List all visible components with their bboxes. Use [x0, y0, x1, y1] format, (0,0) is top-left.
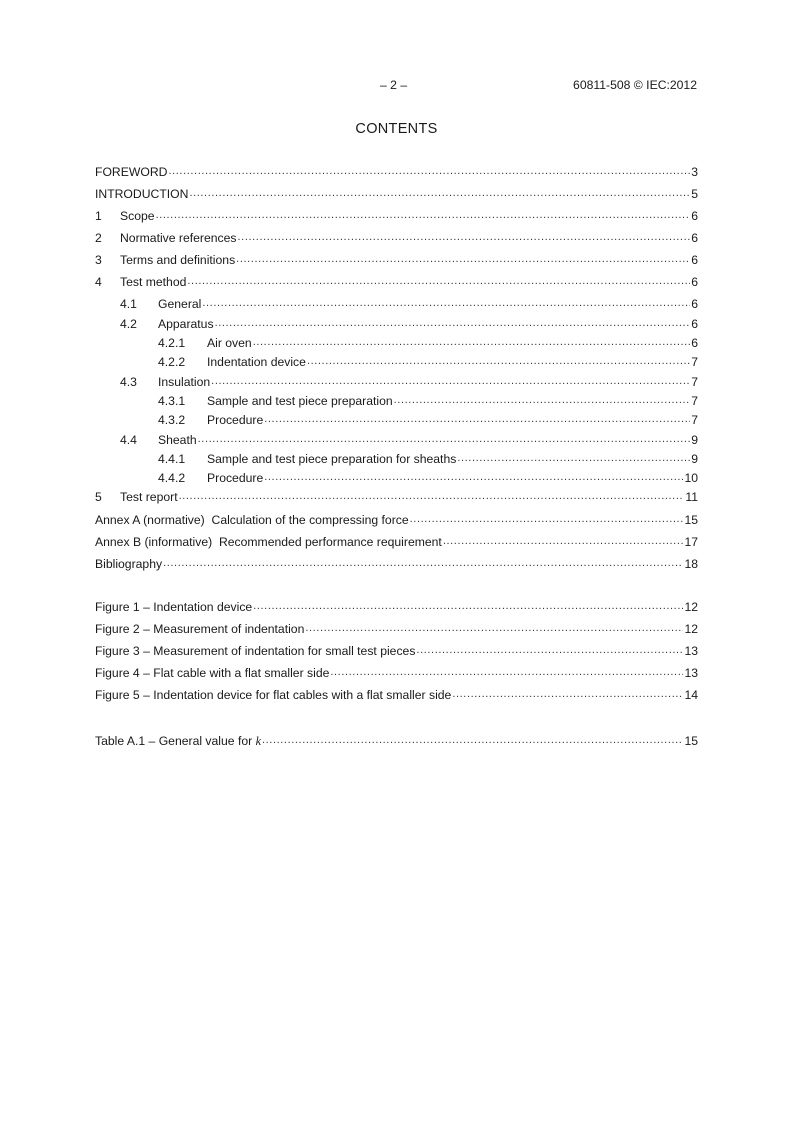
toc-leader-dots	[211, 375, 690, 387]
toc-entry-test-report[interactable]	[95, 489, 698, 505]
toc-leader-dots	[187, 275, 690, 287]
toc-entry-test-method[interactable]	[95, 274, 698, 290]
toc-entry-procedure-sheath[interactable]	[158, 470, 698, 486]
toc-leader-dots	[253, 336, 691, 348]
toc-entry-title: FOREWORD	[95, 165, 168, 179]
toc-entry-sample-preparation[interactable]	[158, 393, 698, 409]
toc-leader-dots	[156, 209, 691, 221]
toc-entry-page: 3	[691, 165, 698, 179]
toc-entry-sheath[interactable]	[120, 432, 698, 448]
toc-entry-normative-references[interactable]	[95, 230, 698, 246]
toc-entry-bibliography[interactable]	[95, 556, 698, 572]
toc-entry-title: General	[158, 297, 202, 311]
toc-entry-terms-and-definitions[interactable]	[95, 252, 698, 268]
toc-leader-dots	[264, 413, 690, 425]
list-of-figures-entry-1[interactable]	[95, 599, 698, 615]
toc-entry-introduction[interactable]	[95, 186, 698, 202]
toc-leader-dots	[202, 297, 690, 309]
toc-leader-dots	[410, 513, 684, 525]
toc-entry-title: Apparatus	[158, 317, 214, 331]
toc-entry-number: 4.3.1	[158, 394, 186, 408]
toc-entry-foreword[interactable]	[95, 164, 698, 180]
toc-entry-title: Sheath	[158, 433, 197, 447]
figure-entry-title: Figure 2 – Measurement of indentation	[95, 622, 305, 636]
toc-entry-page: 6	[691, 253, 698, 267]
toc-entry-number: 1	[95, 209, 102, 223]
toc-leader-dots	[330, 666, 683, 678]
toc-entry-title: Bibliography	[95, 557, 163, 571]
toc-leader-dots	[307, 355, 690, 367]
list-of-figures-entry-3[interactable]	[95, 643, 698, 659]
toc-leader-dots	[238, 231, 691, 243]
toc-leader-dots	[264, 471, 683, 483]
toc-entry-title: Scope	[120, 209, 155, 223]
toc-entry-number: 4.2.2	[158, 355, 186, 369]
toc-leader-dots	[189, 187, 690, 199]
table-entry-variable: k	[255, 734, 261, 748]
toc-leader-dots	[253, 600, 683, 612]
toc-entry-general[interactable]	[120, 296, 698, 312]
toc-entry-apparatus[interactable]	[120, 316, 698, 332]
toc-entry-title: Indentation device	[207, 355, 306, 369]
toc-leader-dots	[215, 317, 691, 329]
toc-entry-number: 4.1	[120, 297, 137, 311]
toc-entry-number: 4.3.2	[158, 413, 186, 427]
document-id: 60811-508 © IEC:2012	[573, 78, 697, 92]
toc-entry-page: 6	[691, 231, 698, 245]
toc-entry-air-oven[interactable]	[158, 335, 698, 351]
toc-entry-number: 5	[95, 490, 102, 504]
toc-entry-annex-b[interactable]	[95, 534, 698, 550]
toc-entry-page: 7	[691, 355, 698, 369]
toc-entry-number: 2	[95, 231, 102, 245]
toc-entry-page: 6	[691, 209, 698, 223]
toc-leader-dots	[394, 394, 691, 406]
table-entry-title	[95, 733, 261, 749]
toc-entry-number: 4	[95, 275, 102, 289]
toc-entry-page: 18	[684, 557, 698, 571]
toc-entry-title: Annex B (informative) Recommended performance requirement	[95, 535, 442, 549]
figure-entry-page: 12	[684, 622, 698, 636]
toc-entry-page: 9	[691, 433, 698, 447]
toc-leader-dots	[236, 253, 690, 265]
toc-entry-number: 4.4	[120, 433, 137, 447]
toc-entry-title: Annex A (normative) Calculation of the compressing force	[95, 513, 409, 527]
figure-entry-title: Figure 4 – Flat cable with a flat smaller side	[95, 666, 330, 680]
list-of-figures-entry-5[interactable]	[95, 687, 698, 703]
toc-entry-title: Normative references	[120, 231, 237, 245]
toc-entry-number: 4.4.2	[158, 471, 186, 485]
figure-entry-page: 12	[684, 600, 698, 614]
toc-entry-number: 4.2	[120, 317, 137, 331]
toc-leader-dots	[168, 165, 690, 177]
figure-entry-title: Figure 5 – Indentation device for flat cables with a flat smaller side	[95, 688, 452, 702]
toc-entry-page: 5	[691, 187, 698, 201]
toc-entry-title: Sample and test piece preparation for sheaths	[207, 452, 457, 466]
toc-entry-number: 4.4.1	[158, 452, 186, 466]
toc-entry-page: 11	[685, 490, 698, 504]
page-number: – 2 –	[380, 78, 408, 92]
toc-entry-page: 6	[691, 297, 698, 311]
toc-entry-page: 15	[684, 513, 698, 527]
list-of-figures-entry-4[interactable]	[95, 665, 698, 681]
toc-entry-annex-a[interactable]	[95, 512, 698, 528]
toc-entry-page: 9	[691, 452, 698, 466]
toc-entry-number: 3	[95, 253, 102, 267]
list-of-tables-entry-1[interactable]	[95, 733, 698, 749]
toc-entry-title: INTRODUCTION	[95, 187, 189, 201]
toc-leader-dots	[179, 490, 685, 502]
toc-entry-title: Sample and test piece preparation	[207, 394, 393, 408]
figure-entry-title: Figure 3 – Measurement of indentation for small test pieces	[95, 644, 416, 658]
toc-entry-title: Procedure	[207, 471, 264, 485]
toc-entry-indentation-device[interactable]	[158, 354, 698, 370]
toc-entry-sample-preparation-sheaths[interactable]	[158, 451, 698, 467]
toc-entry-page: 7	[691, 413, 698, 427]
figure-entry-page: 13	[684, 644, 698, 658]
list-of-figures-entry-2[interactable]	[95, 621, 698, 637]
toc-entry-page: 6	[691, 317, 698, 331]
toc-entry-page: 10	[684, 471, 698, 485]
table-entry-title-prefix: Table A.1 – General value for	[95, 734, 256, 748]
toc-leader-dots	[416, 644, 683, 656]
toc-leader-dots	[305, 622, 683, 634]
figure-entry-title: Figure 1 – Indentation device	[95, 600, 253, 614]
table-entry-page: 15	[684, 734, 698, 748]
toc-entry-page: 17	[684, 535, 698, 549]
toc-leader-dots	[163, 557, 683, 569]
toc-entry-scope[interactable]	[95, 208, 698, 224]
toc-entry-title: Test report	[120, 490, 178, 504]
toc-leader-dots	[262, 734, 683, 746]
toc-entry-page: 6	[691, 336, 698, 350]
figure-entry-page: 13	[684, 666, 698, 680]
toc-entry-title: Test method	[120, 275, 187, 289]
toc-leader-dots	[452, 688, 683, 700]
toc-entry-title: Procedure	[207, 413, 264, 427]
toc-entry-procedure[interactable]	[158, 412, 698, 428]
toc-entry-title: Air oven	[207, 336, 252, 350]
toc-entry-page: 7	[691, 375, 698, 389]
figure-entry-page: 14	[684, 688, 698, 702]
toc-entry-insulation[interactable]	[120, 374, 698, 390]
toc-entry-page: 7	[691, 394, 698, 408]
contents-title: CONTENTS	[355, 121, 438, 137]
toc-leader-dots	[443, 535, 684, 547]
toc-entry-title: Terms and definitions	[120, 253, 236, 267]
toc-leader-dots	[198, 433, 691, 445]
toc-entry-page: 6	[691, 275, 698, 289]
toc-leader-dots	[457, 452, 690, 464]
toc-entry-number: 4.3	[120, 375, 137, 389]
toc-entry-title: Insulation	[158, 375, 211, 389]
toc-entry-number: 4.2.1	[158, 336, 186, 350]
